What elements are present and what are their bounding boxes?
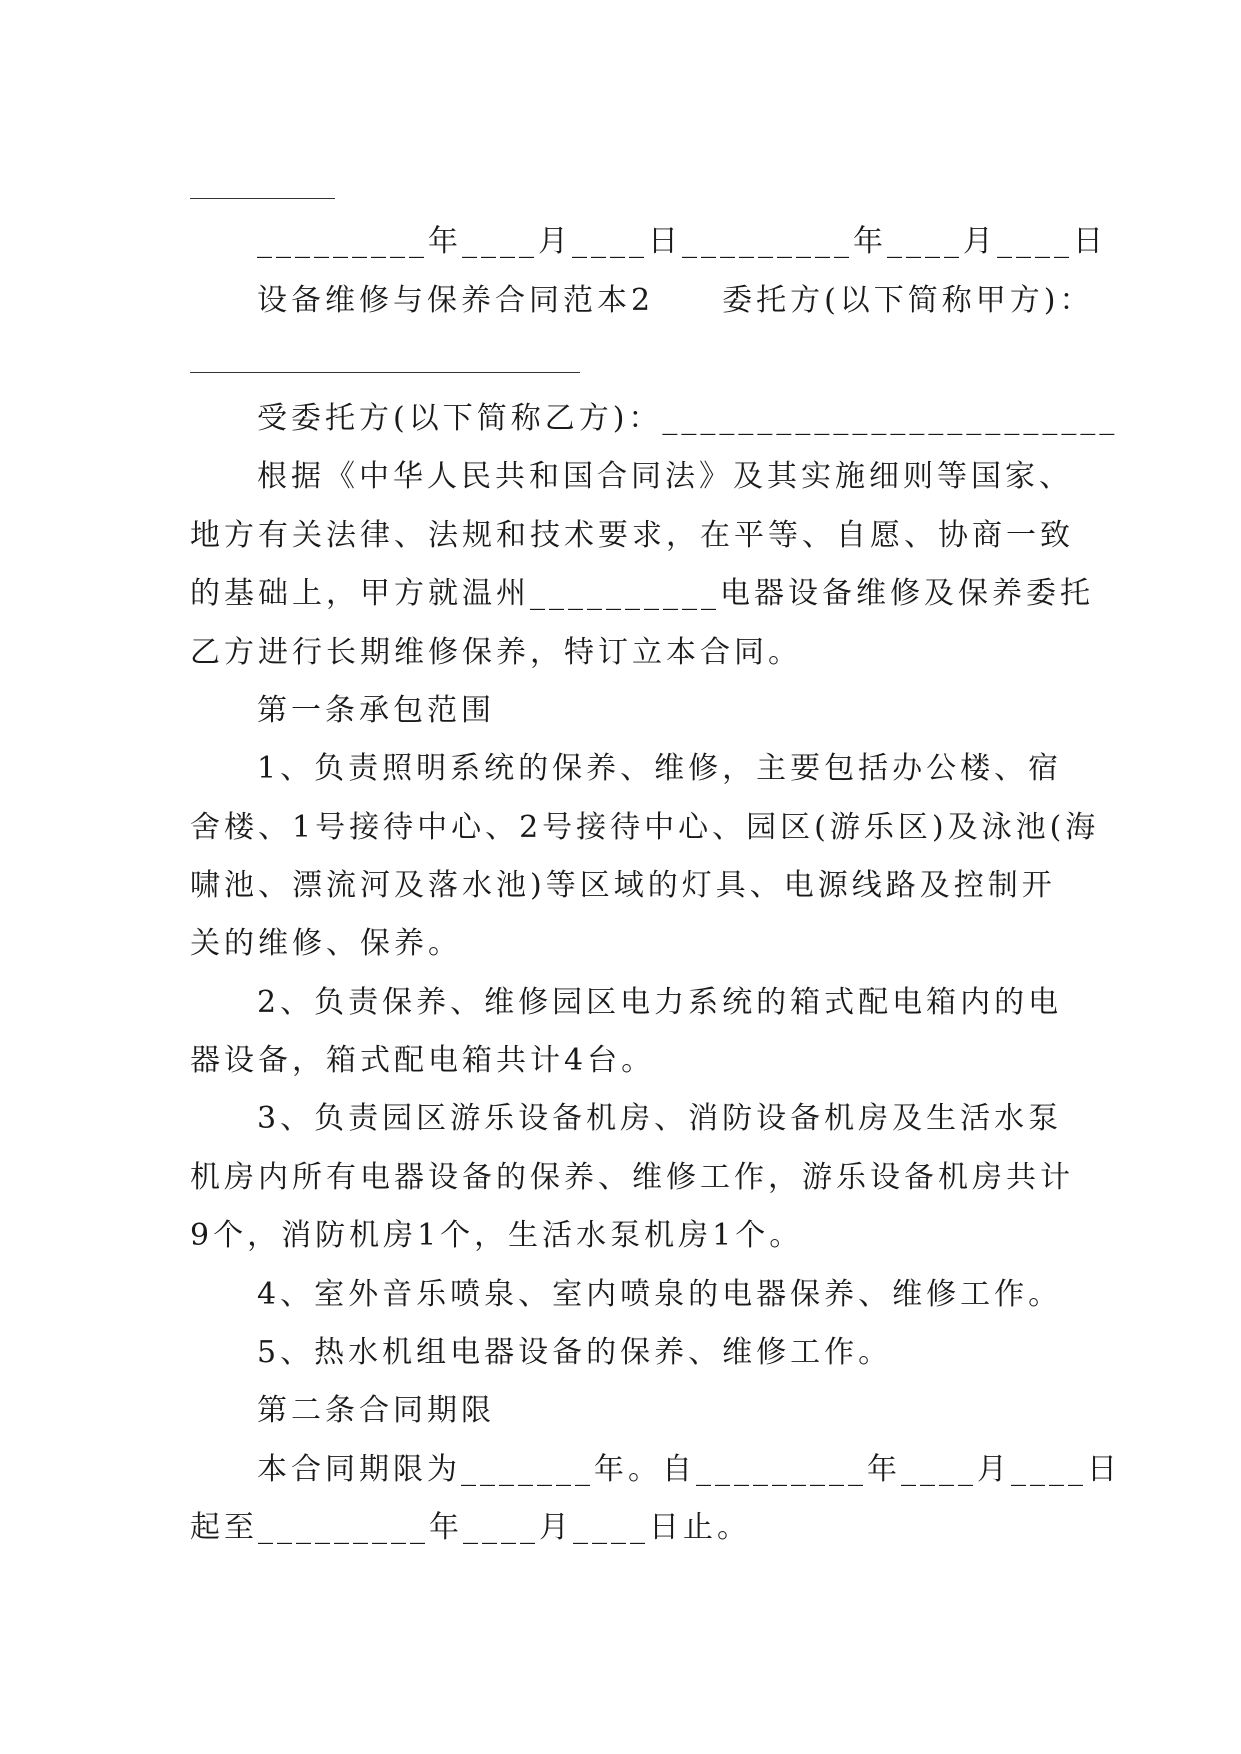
paragraph-line: 本合同期限为_______年。自_________年____月____日 (257, 1452, 1121, 1487)
paragraph-line: 根据《中华人民共和国合同法》及其实施细则等国家、 (257, 459, 1073, 494)
blank-line-top (190, 198, 335, 199)
paragraph-line: 啸池、漂流河及落水池)等区域的灯具、电源线路及控制开 (190, 868, 1056, 903)
section-heading: 第二条合同期限 (257, 1393, 495, 1428)
paragraph-line: 2、负责保养、维修园区电力系统的箱式配电箱内的电 (257, 985, 1063, 1020)
paragraph-line: 1、负责照明系统的保养、维修，主要包括办公楼、宿 (257, 751, 1063, 786)
paragraph-line: 5、热水机组电器设备的保养、维修工作。 (257, 1335, 893, 1370)
paragraph-line: 关的维修、保养。 (190, 926, 462, 961)
contract-title-line: 设备维修与保养合同范本2 委托方(以下简称甲方)： (257, 283, 1094, 318)
party-a-blank (190, 372, 580, 373)
paragraph-line: 舍楼、1号接待中心、2号接待中心、园区(游乐区)及泳池(海 (190, 810, 1100, 845)
paragraph-line: 乙方进行长期维修保养，特订立本合同。 (190, 635, 802, 670)
paragraph-line: 3、负责园区游乐设备机房、消防设备机房及生活水泵 (257, 1101, 1063, 1136)
paragraph-line: 机房内所有电器设备的保养、维修工作，游乐设备机房共计 (190, 1160, 1074, 1195)
paragraph-line: 起至_________年____月____日止。 (190, 1510, 751, 1545)
section-heading: 第一条承包范围 (257, 693, 495, 728)
party-b-line: 受委托方(以下简称乙方)：________________________ (257, 401, 1119, 436)
paragraph-line: 地方有关法律、法规和技术要求，在平等、自愿、协商一致 (190, 518, 1074, 553)
paragraph-line: 9个，消防机房1个，生活水泵机房1个。 (190, 1218, 804, 1253)
paragraph-line: 的基础上，甲方就温州__________电器设备维修及保养委托 (190, 576, 1094, 611)
date-blank-line: _________年____月____日_________年____月____日 (257, 224, 1107, 259)
paragraph-line: 4、室外音乐喷泉、室内喷泉的电器保养、维修工作。 (257, 1277, 1063, 1312)
paragraph-line: 器设备，箱式配电箱共计4台。 (190, 1043, 656, 1078)
